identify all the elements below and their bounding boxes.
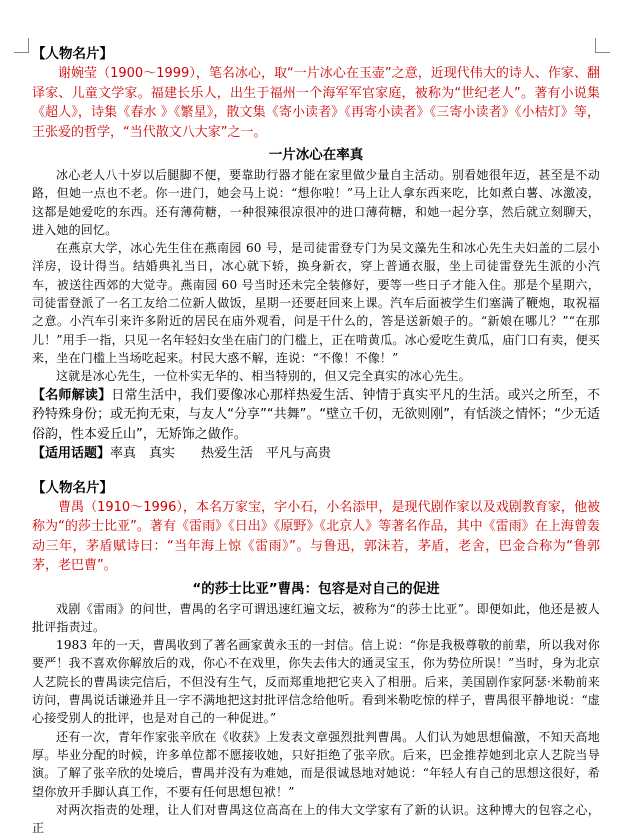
article-paragraph: 在燕京大学，冰心先生住在燕南园 60 号，是司徒雷登专门为吴文藻先生和冰心先生夫妇盖的二层小洋房，设计得当。结婚典礼当日，冰心就下轿，换身新衣，穿上普通衣服，坐上司徒雷登先生派的小汽车，被送往西郊的大觉寺。燕南园 60 号当时还未完全装修好，要等一些日子才能入住。那是个星期六，司徒雷登派了一名工友给二位新人做饭，星期一还要赶回来上课。汽车后面被学生们塞满了鞭炮，取祝福之意。小汽车引来许多附近的居民在庙外观看，问是干什么的，答是送新娘子的。“新娘在哪儿？”“在那儿！”用手一指，只见一名年轻妇女坐在庙门的门槛上，正在啃黄瓜。冰心爱吃生黄瓜，庙门口有卖，便买来，坐在门槛上当场吃起来。村民大惑不解，连说：“不像！不像！” xyxy=(32,241,600,365)
profile-intro-caoyu: 曹禺（1910～1996），本名万家宝，字小石，小名添甲，是现代剧作家以及戏剧教育家，他被称为“的莎士比亚”。著有《雷雨》《日出》《原野》《北京人》等著名作品，其中《雷雨》在上海曾轰动三年，茅盾赋诗曰：“当年海上惊《雷雨》”。与鲁迅，郭沫若，茅盾，老舍，巴金合称为“鲁郭茅，老巴曹”。 xyxy=(32,499,600,574)
article-title-bingxin: 一片冰心在率真 xyxy=(268,147,364,163)
topics-heading: 【适用话题】 xyxy=(32,446,111,462)
profile-heading-caoyu: 【人物名片】 xyxy=(32,479,113,496)
commentary-heading: 【名师解读】 xyxy=(32,387,112,403)
article-paragraph: 对两次指责的处理，让人们对曹禺这位高高在上的伟大文学家有了新的认识。这种博大的包容之心，正 xyxy=(32,802,600,836)
commentary-block xyxy=(32,386,600,445)
profile-heading-bingxin: 【人物名片】 xyxy=(32,46,113,62)
article-title-caoyu: “的莎士比亚”曹禺：包容是对自己的促进 xyxy=(192,580,440,597)
article-paragraph: 这就是冰心先生，一位朴实无华的、相当特别的，但又完全真实的冰心先生。 xyxy=(56,369,471,384)
article-paragraph: 还有一次，青年作家张辛欣在《收获》上发表文章强烈批判曹禺。人们认为她思想偏激，不知天高地厚。毕业分配的时候，许多单位都不愿接收她，只好拒绝了张辛欣。后来，巴金推荐她到北京人艺院当导演。了解了张辛欣的处境后，曹禺并没有为难她，而是很诚恳地对她说：“年轻人有自己的思想这很好，希望你放开手脚认真工作，不要有任何思想包袱！” xyxy=(32,729,600,799)
profile-intro-bingxin: 谢婉莹（1900～1999），笔名冰心，取“一片冰心在玉壶”之意，近现代伟大的诗人、作家、翻译家、儿童文学家。福建长乐人，出生于福州一个海军军官家庭，被称为“世纪老人”。著有小说集《超人》，诗集《春水 》《繁星》，散文集《寄小读者》《再寄小读者》《三寄小读者》《小桔灯》等，王张爱的哲学，“当代散文八大家”之一。 xyxy=(32,66,600,140)
topics-text: 率真 真实 热爱生活 平凡与高贵 xyxy=(110,446,332,462)
page-corner-mark-left xyxy=(14,38,29,53)
document-page xyxy=(32,44,600,837)
article-paragraph: 戏剧《雷雨》的问世，曹禺的名字可谓迅速红遍文坛，被称为“的莎士比亚”。即便如此，他还是被人批评指责过。 xyxy=(32,601,600,634)
article-paragraph: 1983 年的一天，曹禺收到了著名画家黄永玉的一封信。信上说：“你是我极尊敬的前辈，所以我对你要严！我不喜欢你解放后的戏，你心不在戏里，你失去伟大的通灵宝玉，你为势位所误！”当时，身为北京人艺院长的曹禺读完信后，不但没有生气，反而郑重地把它夹入了相册。后来，美国剧作家阿瑟·米勒前来访问，曹禺说话谦逊并且一字不满地把这封批评信念给他听。看到米勒吃惊的样子，曹禺很平静地说：“虚心接受别人的批评，也是对自己的一种促进。” xyxy=(32,638,600,726)
topics-block xyxy=(32,444,600,464)
commentary-text: 日常生活中，我们要像冰心那样热爱生活、钟情于真实平凡的生活。或兴之所至，不矜特殊身份；或无拘无束，与友人“分享”“共舞”。“壁立千仞，无欲则刚”，有恬淡之情怀；“少无适俗韵，性本爱丘山”，无矫饰之做作。 xyxy=(32,387,600,442)
article-paragraph: 冰心老人八十岁以后腿脚不便，要靠助行器才能在家里做少量自主活动。别看她很年迈，甚至是不动路，但她一点也不老。你一进门，她会马上说：“想你啦！”马上让人拿东西来吃，比如煮白薯、冰激凌，这都是她爱吃的东西。还有薄荷糖，一种很辣很凉很冲的进口薄荷糖，和她一起分享，然后就立刻聊天，进入她的回忆。 xyxy=(32,168,600,237)
section-spacer xyxy=(32,464,600,478)
